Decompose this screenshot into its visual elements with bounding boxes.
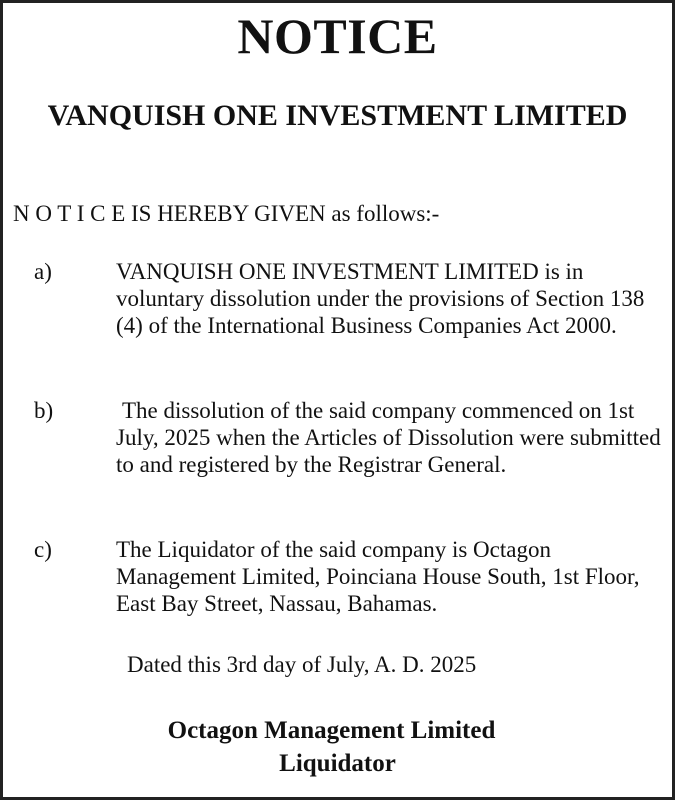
signatory-role: Liquidator: [279, 750, 396, 777]
item-marker: a): [34, 259, 52, 284]
notice-title: NOTICE: [237, 8, 438, 64]
item-marker: b): [34, 398, 54, 423]
item-text: The dissolution of the said company commenced on 1st July, 2025 when the Articles of Dissolution were submitted to and registered by the Registrar General.: [116, 398, 661, 477]
item-text: The Liquidator of the said company is Octagon Management Limited, Poinciana House South, 1st Floor, East Bay Street, Nassau, Bahamas.: [116, 537, 640, 616]
signatory-name: Octagon Management Limited: [167, 717, 496, 744]
company-name: VANQUISH ONE INVESTMENT LIMITED: [47, 99, 628, 132]
notice-intro: N O T I C E IS HEREBY GIVEN as follows:-: [13, 201, 440, 226]
item-marker: c): [34, 537, 52, 562]
item-text: VANQUISH ONE INVESTMENT LIMITED is in voluntary dissolution under the provisions of Section 138 (4) of the International Business Companies Act 2000.: [116, 259, 645, 338]
dated-line: Dated this 3rd day of July, A. D. 2025: [127, 652, 477, 677]
